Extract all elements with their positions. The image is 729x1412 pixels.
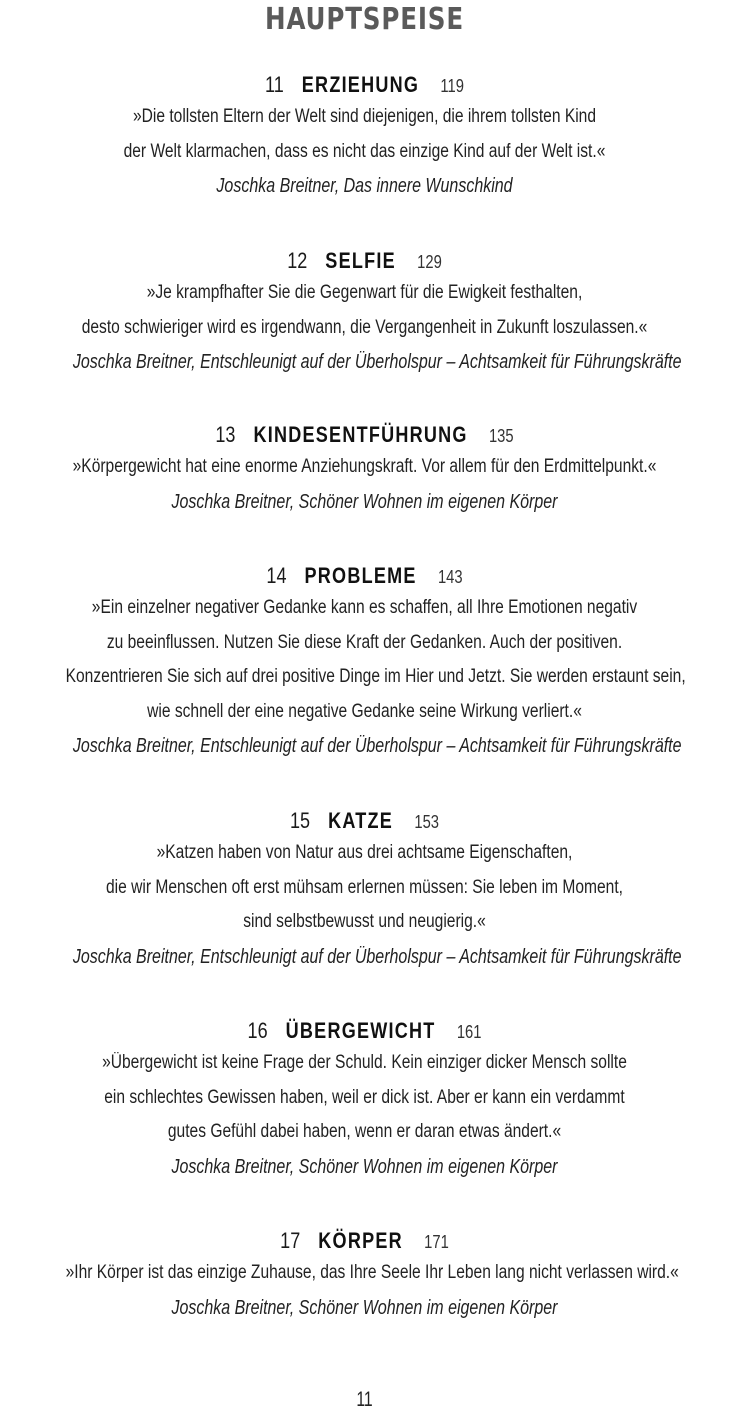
quote-line: »Katzen haben von Natur aus drei achtsame Eigenschaften, (156, 842, 573, 863)
entry-page-ref: 171 (424, 1232, 449, 1252)
entry-heading (66, 1016, 664, 1046)
quote-source: Joschka Breitner, Schöner Wohnen im eigenen Körper (171, 1296, 558, 1319)
quote-source: Joschka Breitner, Schöner Wohnen im eigenen Körper (171, 1155, 558, 1178)
quote-line: gutes Gefühl dabei haben, wenn er daran etwas ändert.« (167, 1121, 562, 1142)
entry-number: 11 (265, 72, 284, 97)
page-number: 11 (356, 1388, 373, 1411)
quote-line: die wir Menschen oft erst mühsam erlernen müssen: Sie leben im Moment, (106, 876, 623, 898)
quote-line: »Die tollsten Eltern der Welt sind diejenigen, die ihrem tollsten Kind (132, 106, 597, 127)
quote-line: zu beeinflussen. Nutzen Sie diese Kraft der Gedanken. Auch der positiven. (106, 631, 623, 653)
menu-entry (0, 246, 729, 379)
quote-line: »Übergewicht ist keine Frage der Schuld. Kein einziger dicker Mensch sollte (102, 1052, 627, 1073)
menu-entry (0, 420, 729, 519)
entry-page-ref: 135 (488, 426, 514, 446)
section-title: HAUPTSPEISE (265, 2, 464, 37)
quote-source: Joschka Breitner, Entschleunigt auf der Überholspur – Achtsamkeit für Führungskräfte (72, 735, 682, 757)
entry-page-ref: 153 (414, 812, 440, 832)
quote-line: Konzentrieren Sie sich auf drei positive Dinge im Hier und Jetzt. Sie werden erstaunt sein, (65, 666, 686, 687)
entry-number: 12 (287, 248, 308, 273)
entry-title: ERZIEHUNG (301, 72, 420, 97)
entry-page-ref: 161 (456, 1022, 482, 1042)
entry-number: 13 (215, 422, 236, 447)
entry-title: KINDESENTFÜHRUNG (253, 422, 468, 447)
entry-heading (66, 70, 664, 100)
quote-line: »Körpergewicht hat eine enorme Anziehungskraft. Vor allem für den Erdmittelpunkt.« (72, 456, 657, 477)
entry-title: KATZE (328, 808, 394, 833)
entry-heading (66, 806, 664, 836)
entry-title: SELFIE (325, 248, 396, 273)
menu-entry (0, 806, 729, 974)
entry-heading (66, 420, 664, 450)
menu-entry (0, 561, 729, 763)
quote-line: wie schnell der eine negative Gedanke seine Wirkung verliert.« (147, 700, 582, 722)
quote-line: »Ihr Körper ist das einzige Zuhause, das Ihre Seele Ihr Leben lang nicht verlassen wird.« (65, 1262, 679, 1283)
entry-heading (66, 1226, 664, 1256)
entry-title: KÖRPER (318, 1228, 403, 1253)
quote-line: desto schwieriger wird es irgendwann, die Vergangenheit in Zukunft loszulassen.« (81, 316, 648, 338)
entry-number: 17 (280, 1228, 301, 1253)
quote-line: sind selbstbewusst und neugierig.« (243, 911, 486, 932)
menu-entry (0, 1016, 729, 1184)
entry-number: 14 (266, 563, 287, 588)
quote-line: »Je krampfhafter Sie die Gegenwart für die Ewigkeit festhalten, (146, 282, 583, 303)
entry-page-ref: 119 (440, 76, 464, 96)
entry-number: 15 (289, 808, 311, 833)
quote-source: Joschka Breitner, Das innere Wunschkind (216, 175, 513, 197)
quote-line: der Welt klarmachen, dass es nicht das einzige Kind auf der Welt ist.« (123, 140, 606, 162)
quote-source: Joschka Breitner, Entschleunigt auf der Überholspur – Achtsamkeit für Führungskräfte (72, 945, 682, 968)
entry-page-ref: 129 (417, 252, 442, 272)
quote-source: Joschka Breitner, Entschleunigt auf der Überholspur – Achtsamkeit für Führungskräfte (72, 351, 682, 373)
quote-line: »Ein einzelner negativer Gedanke kann es schaffen, all Ihre Emotionen negativ (91, 597, 638, 618)
entry-page-ref: 143 (437, 567, 463, 587)
quote-line: ein schlechtes Gewissen haben, weil er dick ist. Aber er kann ein verdammt (104, 1086, 625, 1108)
menu-entry (0, 1226, 729, 1325)
menu-entry (0, 70, 729, 203)
quote-source: Joschka Breitner, Schöner Wohnen im eigenen Körper (171, 490, 558, 513)
entry-number: 16 (247, 1018, 268, 1043)
entry-title: ÜBERGEWICHT (285, 1018, 436, 1043)
entry-heading (66, 246, 664, 276)
entry-title: PROBLEME (304, 563, 417, 588)
entry-heading (66, 561, 664, 591)
